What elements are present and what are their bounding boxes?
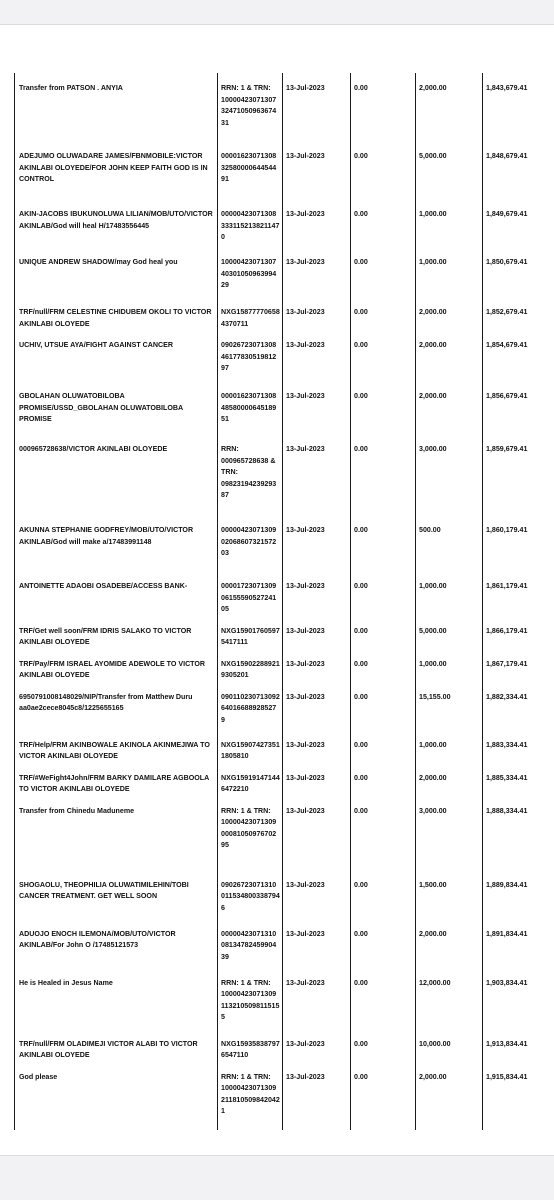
debit-cell: 0.00: [351, 515, 416, 571]
balance-cell: 1,852,679.41: [483, 297, 554, 330]
table-row: [15, 297, 554, 330]
debit-cell: 0.00: [351, 73, 416, 141]
reference-cell: RRN: 1 & TRN: 100004230713091132105098115155: [218, 968, 283, 1029]
table-row: [15, 968, 554, 1029]
reference-cell: 000004230713090206860732157203: [218, 515, 283, 571]
reference-cell: NXG159191471446472210: [218, 763, 283, 796]
debit-cell: 0.00: [351, 968, 416, 1029]
date-cell: 13-Jul-2023: [283, 434, 351, 515]
date-cell: 13-Jul-2023: [283, 616, 351, 649]
description-cell: ADUOJO ENOCH ILEMONA/MOB/UTO/VICTOR AKINLAB/For John O /17485121573: [15, 919, 218, 968]
debit-cell: 0.00: [351, 730, 416, 763]
debit-cell: 0.00: [351, 141, 416, 199]
balance-cell: 1,848,679.41: [483, 141, 554, 199]
date-cell: 13-Jul-2023: [283, 730, 351, 763]
description-cell: ANTOINETTE ADAOBI OSADEBE/ACCESS BANK-: [15, 571, 218, 616]
date-cell: 13-Jul-2023: [283, 1062, 351, 1130]
credit-cell: 2,000.00: [416, 763, 483, 796]
description-cell: God please: [15, 1062, 218, 1130]
credit-cell: 1,000.00: [416, 730, 483, 763]
table-row: [15, 571, 554, 616]
reference-cell: 100004230713074030105096399429: [218, 247, 283, 297]
reference-cell: NXG159074273511805810: [218, 730, 283, 763]
debit-cell: 0.00: [351, 649, 416, 682]
reference-cell: NXG159358387976547110: [218, 1029, 283, 1062]
debit-cell: 0.00: [351, 1062, 416, 1130]
description-cell: TRF/#WeFight4John/FRM BARKY DAMILARE AGBOOLA TO VICTOR AKINLABI OLOYEDE: [15, 763, 218, 796]
debit-cell: 0.00: [351, 571, 416, 616]
debit-cell: 0.00: [351, 247, 416, 297]
description-cell: UCHIV, UTSUE AYA/FIGHT AGAINST CANCER: [15, 330, 218, 381]
date-cell: 13-Jul-2023: [283, 649, 351, 682]
credit-cell: 2,000.00: [416, 1062, 483, 1130]
reference-cell: 090110230713092640166889285279: [218, 682, 283, 730]
description-cell: TRF/null/FRM OLADIMEJI VICTOR ALABI TO VICTOR AKINLABI OLOYEDE: [15, 1029, 218, 1062]
description-cell: Transfer from Chinedu Maduneme: [15, 796, 218, 870]
credit-cell: 15,155.00: [416, 682, 483, 730]
reference-cell: 000004230713100813478245990439: [218, 919, 283, 968]
description-cell: SHOGAOLU, THEOPHILIA OLUWATIMILEHIN/TOBI CANCER TREATMENT. GET WELL SOON: [15, 870, 218, 919]
table-row: [15, 73, 554, 141]
description-cell: AKIN-JACOBS IBUKUNOLUWA LILIAN/MOB/UTO/VICTOR AKINLAB/God will heal H/17483556445: [15, 199, 218, 247]
table-row: [15, 1029, 554, 1062]
debit-cell: 0.00: [351, 870, 416, 919]
description-cell: TRF/Get well soon/FRM IDRIS SALAKO TO VICTOR AKINLABI OLOYEDE: [15, 616, 218, 649]
description-cell: UNIQUE ANDREW SHADOW/may God heal you: [15, 247, 218, 297]
table-row: [15, 870, 554, 919]
description-cell: 000965728638/VICTOR AKINLABI OLOYEDE: [15, 434, 218, 515]
debit-cell: 0.00: [351, 616, 416, 649]
balance-cell: 1,903,834.41: [483, 968, 554, 1029]
table-row: [15, 199, 554, 247]
balance-cell: 1,889,834.41: [483, 870, 554, 919]
table-row: [15, 649, 554, 682]
reference-cell: NXG158777706584370711: [218, 297, 283, 330]
credit-cell: 1,000.00: [416, 247, 483, 297]
balance-cell: 1,888,334.41: [483, 796, 554, 870]
table-row: [15, 330, 554, 381]
transactions-body: [15, 73, 554, 1130]
debit-cell: 0.00: [351, 381, 416, 434]
table-row: [15, 616, 554, 649]
table-row: [15, 247, 554, 297]
date-cell: 13-Jul-2023: [283, 763, 351, 796]
debit-cell: 0.00: [351, 763, 416, 796]
debit-cell: 0.00: [351, 434, 416, 515]
date-cell: 13-Jul-2023: [283, 796, 351, 870]
table-row: [15, 919, 554, 968]
table-row: [15, 682, 554, 730]
credit-cell: 1,000.00: [416, 649, 483, 682]
reference-cell: 000004230713083331152138211470: [218, 199, 283, 247]
balance-cell: 1,867,179.41: [483, 649, 554, 682]
table-row: [15, 1062, 554, 1130]
credit-cell: 3,000.00: [416, 796, 483, 870]
credit-cell: 500.00: [416, 515, 483, 571]
description-cell: TRF/null/FRM CELESTINE CHIDUBEM OKOLI TO VICTOR AKINLABI OLOYEDE: [15, 297, 218, 330]
debit-cell: 0.00: [351, 682, 416, 730]
date-cell: 13-Jul-2023: [283, 297, 351, 330]
credit-cell: 3,000.00: [416, 434, 483, 515]
debit-cell: 0.00: [351, 796, 416, 870]
debit-cell: 0.00: [351, 1029, 416, 1062]
reference-cell: NXG159017605975417111: [218, 616, 283, 649]
date-cell: 13-Jul-2023: [283, 247, 351, 297]
credit-cell: 5,000.00: [416, 141, 483, 199]
reference-cell: RRN: 000965728638 & TRN: 0982319423929387: [218, 434, 283, 515]
balance-cell: 1,885,334.41: [483, 763, 554, 796]
transactions-table: [14, 73, 554, 1130]
reference-cell: NXG159022889219305201: [218, 649, 283, 682]
table-row: [15, 763, 554, 796]
reference-cell: RRN: 1 & TRN: 100004230713090008105097670295: [218, 796, 283, 870]
credit-cell: 2,000.00: [416, 330, 483, 381]
credit-cell: 1,500.00: [416, 870, 483, 919]
debit-cell: 0.00: [351, 919, 416, 968]
balance-cell: 1,843,679.41: [483, 73, 554, 141]
credit-cell: 1,000.00: [416, 571, 483, 616]
description-cell: He is Healed in Jesus Name: [15, 968, 218, 1029]
balance-cell: 1,861,179.41: [483, 571, 554, 616]
date-cell: 13-Jul-2023: [283, 870, 351, 919]
reference-cell: 000016230713083258000064454491: [218, 141, 283, 199]
balance-cell: 1,856,679.41: [483, 381, 554, 434]
credit-cell: 2,000.00: [416, 73, 483, 141]
reference-cell: 000016230713084858000064518951: [218, 381, 283, 434]
date-cell: 13-Jul-2023: [283, 141, 351, 199]
table-row: [15, 381, 554, 434]
credit-cell: 12,000.00: [416, 968, 483, 1029]
reference-cell: 090267230713100115348003387946: [218, 870, 283, 919]
balance-cell: 1,915,834.41: [483, 1062, 554, 1130]
credit-cell: 2,000.00: [416, 919, 483, 968]
date-cell: 13-Jul-2023: [283, 1029, 351, 1062]
date-cell: 13-Jul-2023: [283, 968, 351, 1029]
balance-cell: 1,859,679.41: [483, 434, 554, 515]
table-row: [15, 515, 554, 571]
date-cell: 13-Jul-2023: [283, 199, 351, 247]
reference-cell: 090267230713084617783051981297: [218, 330, 283, 381]
credit-cell: 5,000.00: [416, 616, 483, 649]
date-cell: 13-Jul-2023: [283, 515, 351, 571]
description-cell: Transfer from PATSON . ANYIA: [15, 73, 218, 141]
table-row: [15, 796, 554, 870]
table-row: [15, 730, 554, 763]
date-cell: 13-Jul-2023: [283, 381, 351, 434]
description-cell: ADEJUMO OLUWADARE JAMES/FBNMOBILE:VICTOR AKINLABI OLOYEDE/FOR JOHN KEEP FAITH GOD IS IN CONTROL: [15, 141, 218, 199]
description-cell: 6950791008148029/NIP/Transfer from Matthew Duru aa0ae2cece8045c8/1225655165: [15, 682, 218, 730]
reference-cell: 000017230713090615559052724105: [218, 571, 283, 616]
table-row: [15, 434, 554, 515]
credit-cell: 2,000.00: [416, 297, 483, 330]
description-cell: GBOLAHAN OLUWATOBILOBA PROMISE/USSD_GBOLAHAN OLUWATOBILOBA PROMISE: [15, 381, 218, 434]
balance-cell: 1,854,679.41: [483, 330, 554, 381]
statement-page: [0, 24, 554, 1156]
table-row: [15, 141, 554, 199]
credit-cell: 10,000.00: [416, 1029, 483, 1062]
date-cell: 13-Jul-2023: [283, 682, 351, 730]
balance-cell: 1,882,334.41: [483, 682, 554, 730]
description-cell: AKUNNA STEPHANIE GODFREY/MOB/UTO/VICTOR AKINLAB/God will make a/17483991148: [15, 515, 218, 571]
description-cell: TRF/Pay/FRM ISRAEL AYOMIDE ADEWOLE TO VICTOR AKINLABI OLOYEDE: [15, 649, 218, 682]
date-cell: 13-Jul-2023: [283, 330, 351, 381]
credit-cell: 1,000.00: [416, 199, 483, 247]
balance-cell: 1,883,334.41: [483, 730, 554, 763]
credit-cell: 2,000.00: [416, 381, 483, 434]
balance-cell: 1,860,179.41: [483, 515, 554, 571]
balance-cell: 1,866,179.41: [483, 616, 554, 649]
balance-cell: 1,850,679.41: [483, 247, 554, 297]
date-cell: 13-Jul-2023: [283, 571, 351, 616]
debit-cell: 0.00: [351, 297, 416, 330]
reference-cell: RRN: 1 & TRN: 100004230713092118105098420421: [218, 1062, 283, 1130]
date-cell: 13-Jul-2023: [283, 73, 351, 141]
reference-cell: RRN: 1 & TRN: 100004230713073247105096367431: [218, 73, 283, 141]
debit-cell: 0.00: [351, 330, 416, 381]
debit-cell: 0.00: [351, 199, 416, 247]
balance-cell: 1,913,834.41: [483, 1029, 554, 1062]
balance-cell: 1,891,834.41: [483, 919, 554, 968]
balance-cell: 1,849,679.41: [483, 199, 554, 247]
description-cell: TRF/Help/FRM AKINBOWALE AKINOLA AKINMEJIWA TO VICTOR AKINLABI OLOYEDE: [15, 730, 218, 763]
date-cell: 13-Jul-2023: [283, 919, 351, 968]
